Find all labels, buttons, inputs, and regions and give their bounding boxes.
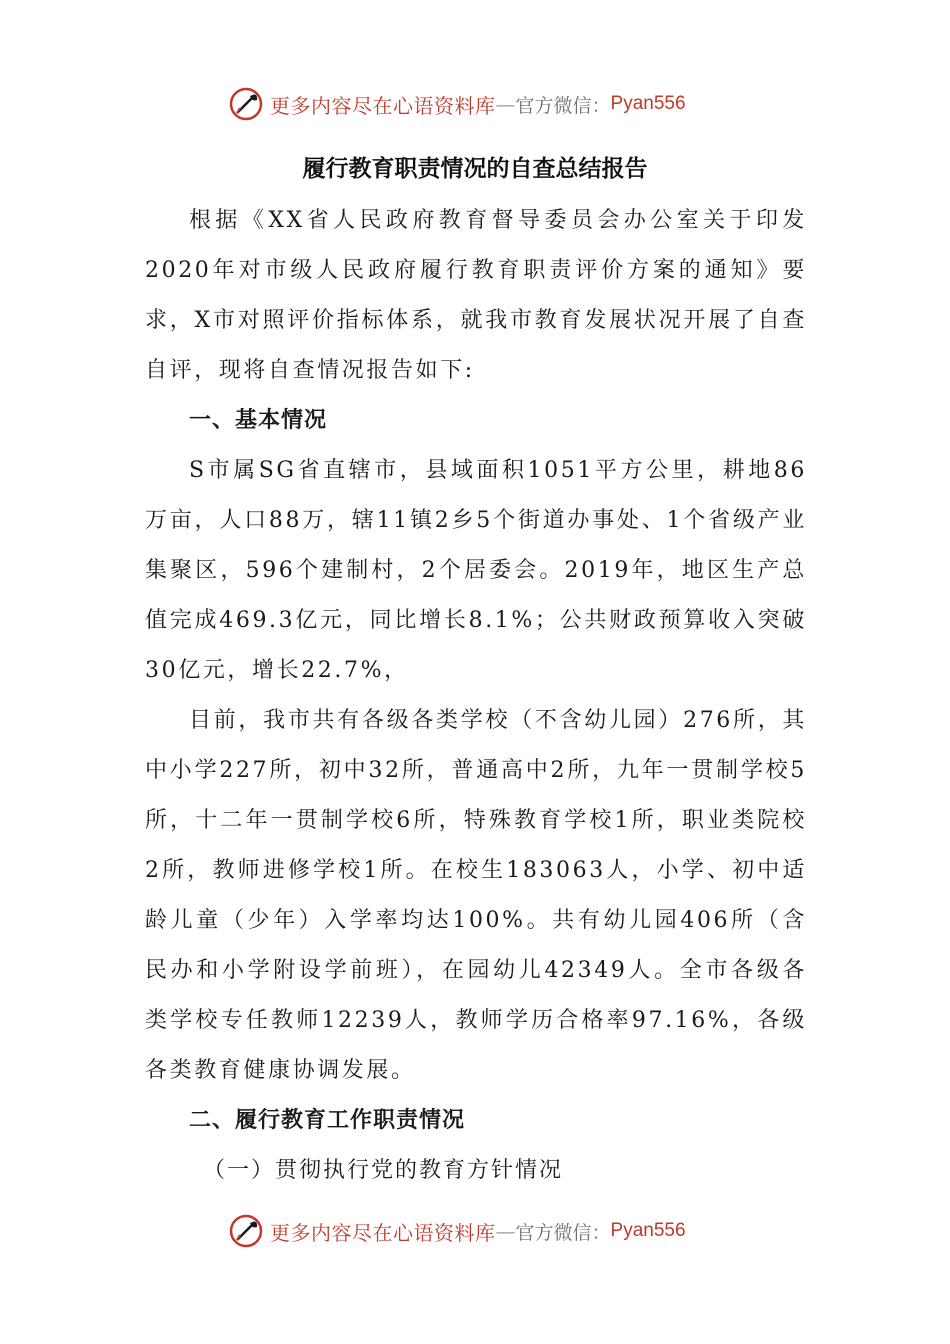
watermark-separator: — bbox=[495, 92, 516, 116]
section1-heading: 一、基本情况 bbox=[189, 408, 328, 433]
watermark-wechat-label: 官方微信： bbox=[515, 94, 611, 117]
watermark-brand-text: 更多内容尽在心语资料库 bbox=[270, 93, 496, 118]
quill-logo-icon bbox=[228, 86, 264, 122]
watermark-separator: — bbox=[495, 1219, 516, 1243]
section2-heading: 二、履行教育工作职责情况 bbox=[189, 1108, 466, 1133]
watermark-wechat-id: Pyan556 bbox=[610, 1220, 686, 1241]
intro-paragraph: 根据《XX省人民政府教育督导委员会办公室关于印发2020年对市级人民政府履行教育职责评价方案的通知》要求，X市对照评价指标体系，就我市教育发展状况开展了自查自评，现将自查情况报告如下: bbox=[145, 208, 807, 383]
watermark-wechat-label: 官方微信： bbox=[515, 1221, 611, 1244]
section1-paragraph-2: 目前，我市共有各级各类学校（不含幼儿园）276所，其中小学227所，初中32所，普通高中2所，九年一贯制学校5所，十二年一贯制学校6所，特殊教育学校1所，职业类院校2所，教师进修学校1所。在校生183063人，小学、初中适龄儿童（少年）入学率均达100%。共有幼儿园406所（含民办和小学附设学前班），在园幼儿42349人。全市各级各类学校专任教师12239人，教师学历合格率97.16%，各级各类教育健康协调发展。 bbox=[145, 708, 807, 1083]
document-body bbox=[145, 196, 807, 1196]
watermark-banner-top bbox=[228, 84, 728, 124]
quill-logo-icon bbox=[228, 1213, 264, 1249]
document-title: 履行教育职责情况的自查总结报告 bbox=[302, 156, 648, 182]
section2-subheading-1: （一）贯彻执行党的教育方针情况 bbox=[203, 1158, 564, 1183]
watermark-brand-text: 更多内容尽在心语资料库 bbox=[270, 1220, 496, 1245]
watermark-wechat-id: Pyan556 bbox=[610, 93, 686, 114]
section1-paragraph-1: S市属SG省直辖市，县域面积1051平方公里，耕地86万亩，人口88万，辖11镇2乡5个街道办事处、1个省级产业集聚区，596个建制村，2个居委会。2019年，地区生产总值完成469.3亿元，同比增长8.1%；公共财政预算收入突破30亿元，增长22.7%， bbox=[145, 458, 807, 683]
watermark-banner-bottom bbox=[228, 1211, 728, 1251]
